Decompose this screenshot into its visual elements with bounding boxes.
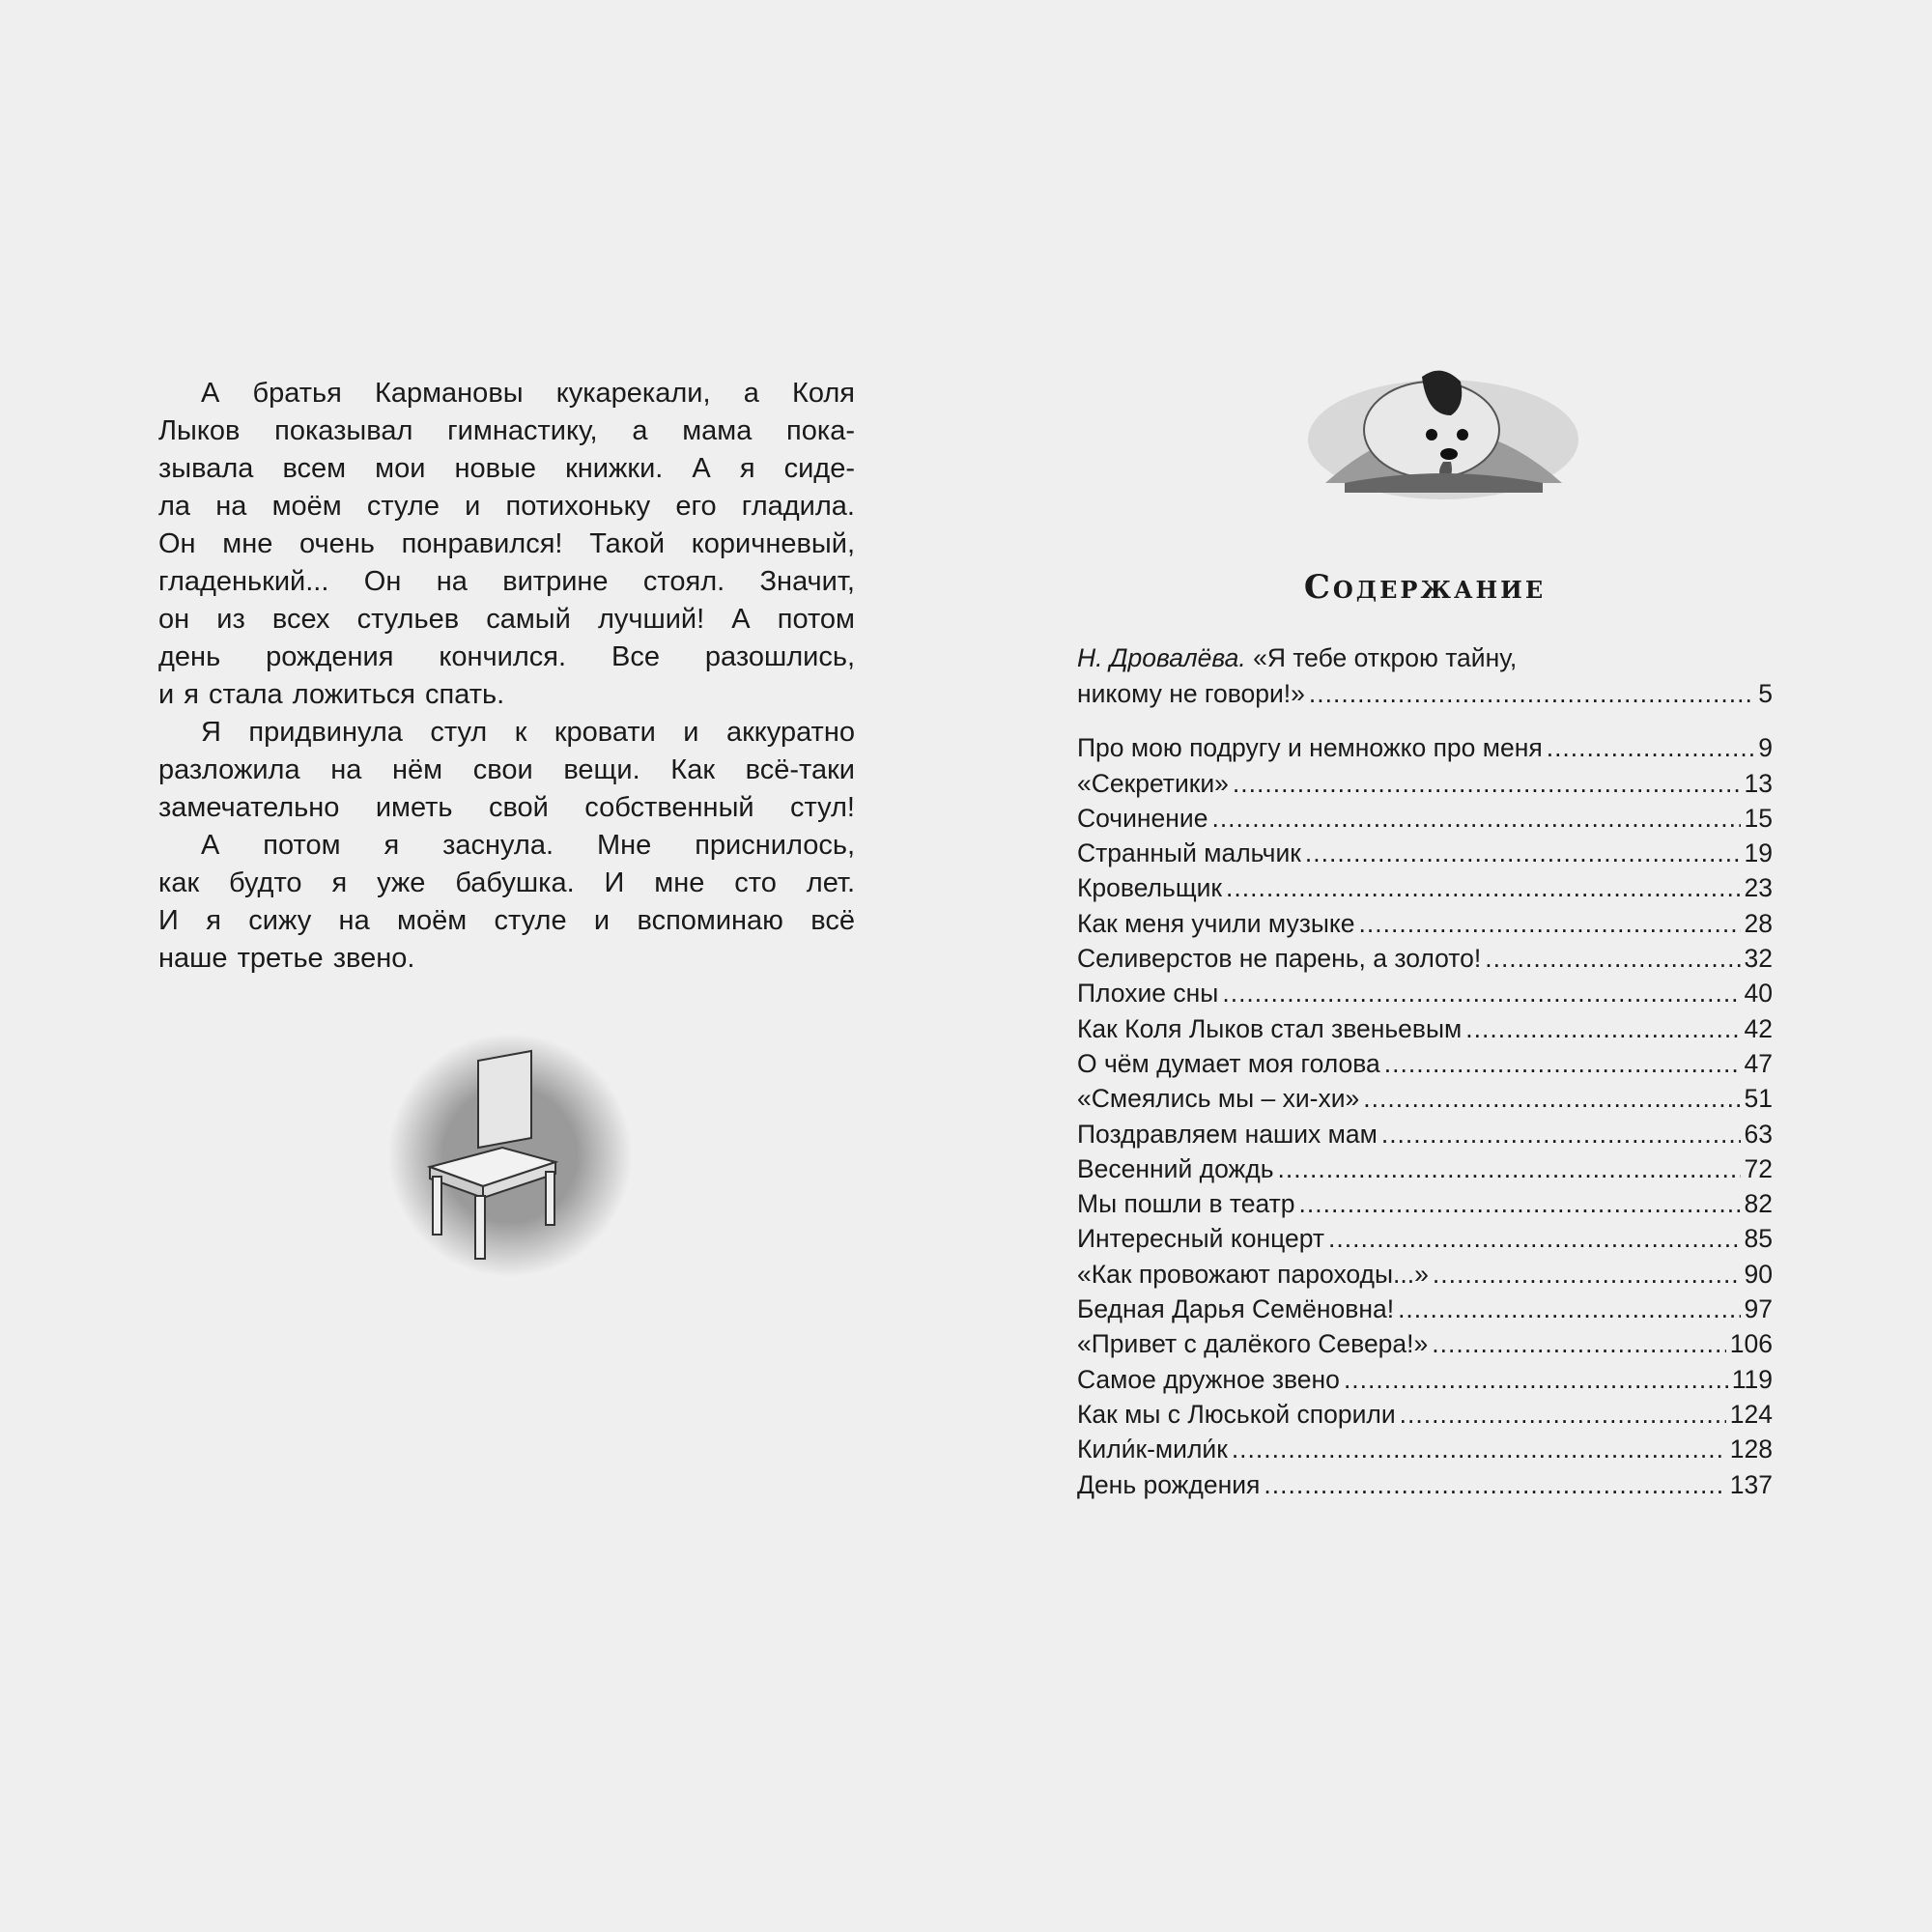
toc-leader-dots [1305,836,1741,870]
toc-entry-page: 106 [1729,1329,1773,1359]
toc-entry-title: Странный мальчик [1077,838,1301,868]
toc-entry-page: 40 [1744,979,1773,1009]
toc-entry[interactable] [1077,1117,1773,1151]
toc-entry[interactable] [1077,1326,1773,1361]
toc-entry-page: 90 [1744,1259,1773,1289]
toc-entry[interactable] [1077,870,1773,905]
toc-entry-page: 13 [1744,768,1773,798]
toc-entry-page: 32 [1744,944,1773,974]
text-line: ла на моём стуле и потихоньку его гладила. [158,491,855,522]
toc-entry[interactable] [1077,1432,1773,1466]
toc-intro-line2[interactable] [1077,676,1773,711]
toc-entry-title: Селиверстов не парень, а золото! [1077,944,1482,974]
story-text [158,375,855,978]
toc-entry-title: О чём думает моя голова [1077,1048,1380,1078]
toc-leader-dots [1432,1326,1726,1361]
toc-entry-page: 124 [1729,1399,1773,1429]
text-line: А братья Кармановы кукарекали, а Коля [201,378,855,409]
toc-entry[interactable] [1077,1292,1773,1326]
toc-entry-page: 85 [1744,1224,1773,1254]
text-line: замечательно иметь свой собственный стул! [158,792,855,823]
toc-entry-page: 28 [1744,908,1773,938]
toc-leader-dots [1485,941,1740,976]
toc-entry-page: 15 [1744,803,1773,833]
toc-leader-dots [1400,1397,1726,1432]
toc-entry[interactable] [1077,1011,1773,1046]
toc-entry-page: 23 [1744,873,1773,903]
toc-entry-title: Как мы с Люськой спорили [1077,1399,1396,1429]
toc-entry-page: 47 [1744,1048,1773,1078]
toc-leader-dots [1547,730,1755,765]
toc-entry[interactable] [1077,1257,1773,1292]
toc-entry[interactable] [1077,1151,1773,1186]
toc-entry[interactable] [1077,941,1773,976]
toc-entry-title: «Привет с далёкого Севера!» [1077,1329,1429,1359]
toc-entry-page: 72 [1744,1153,1773,1183]
text-line: И я сижу на моём стуле и вспоминаю всё [158,905,855,936]
toc-leader-dots [1381,1117,1741,1151]
text-line: гладенький... Он на витрине стоял. Значит, [158,566,855,597]
toc-leader-dots [1233,766,1741,801]
text-line: зывала всем мои новые книжки. А я сиде- [158,453,855,484]
toc-leader-dots [1363,1081,1740,1116]
dog-illustration [1306,348,1581,507]
toc-entry[interactable] [1077,730,1773,765]
toc-entry-title: Мы пошли в театр [1077,1189,1295,1219]
text-line: разложила на нём свои вещи. Как всё-таки [158,754,855,785]
toc-leader-dots [1344,1362,1728,1397]
toc-entry-page: 63 [1744,1119,1773,1149]
text-line: Я придвинула стул к кровати и аккуратно [201,717,855,748]
toc-entry[interactable] [1077,766,1773,801]
toc-entry[interactable] [1077,976,1773,1010]
toc-leader-dots [1465,1011,1740,1046]
toc-entry-title: «Секретики» [1077,768,1229,798]
toc-entry-page: 97 [1744,1294,1773,1324]
toc-entry-page: 51 [1744,1084,1773,1114]
toc-leader-dots [1211,801,1740,836]
text-line: он из всех стульев самый лучший! А потом [158,604,855,635]
text-line: день рождения кончился. Все разошлись, [158,641,855,672]
toc-entry[interactable] [1077,836,1773,870]
toc-leader-dots [1264,1467,1725,1502]
toc-entry-title: Плохие сны [1077,979,1219,1009]
toc-entry[interactable] [1077,1397,1773,1432]
toc-entry-title: Про мою подругу и немножко про меня [1077,733,1543,763]
toc-title: Содержание [1303,568,1547,607]
toc-entry-title: Бедная Дарья Семёновна! [1077,1294,1395,1324]
toc-entry-page: 137 [1729,1469,1773,1499]
toc-leader-dots [1309,676,1754,711]
toc-entry[interactable] [1077,1221,1773,1256]
toc-leader-dots [1299,1186,1741,1221]
toc-entry-title: Интересный концерт [1077,1224,1325,1254]
toc-entry-page: 42 [1744,1013,1773,1043]
toc-leader-dots [1384,1046,1741,1081]
toc-entry[interactable] [1077,1046,1773,1081]
toc-leader-dots [1433,1257,1741,1292]
text-line: и я стала ложиться спать. [158,679,505,710]
toc-entry-title: Весенний дождь [1077,1153,1274,1183]
toc-entry-page: 9 [1758,733,1773,763]
toc-entry[interactable] [1077,1186,1773,1221]
toc-entry[interactable] [1077,1362,1773,1397]
toc-leader-dots [1232,1432,1726,1466]
toc-entry-title: День рождения [1077,1469,1261,1499]
toc-entry-title: «Как провожают пароходы...» [1077,1259,1429,1289]
toc-leader-dots [1222,976,1740,1010]
toc-intro-line1[interactable] [1077,639,1773,676]
toc-entry-page: 119 [1731,1364,1773,1394]
toc-intro-author: Н. Дровалёва. [1077,643,1246,672]
toc-entry-title: «Смеялись мы – хи-хи» [1077,1084,1360,1114]
toc-leader-dots [1359,906,1741,941]
toc-leader-dots [1226,870,1740,905]
toc-entry-title: никому не говори!» [1077,679,1305,708]
text-line: Он мне очень понравился! Такой коричневый, [158,528,855,559]
toc-entry[interactable] [1077,1467,1773,1502]
toc-leader-dots [1278,1151,1741,1186]
toc-entry-page: 5 [1758,679,1773,708]
text-line: наше третье звено. [158,943,415,974]
toc-entry-page: 19 [1744,838,1773,868]
toc-entry-page: 82 [1744,1189,1773,1219]
toc-entry[interactable] [1077,1081,1773,1116]
text-line: как будто я уже бабушка. И мне сто лет. [158,867,855,898]
toc-entry-title: Поздравляем наших мам [1077,1119,1378,1149]
toc-entry[interactable] [1077,906,1773,941]
toc-entry-title: Как меня учили музыке [1077,908,1355,938]
toc-intro-title: «Я тебе открою тайну, [1253,643,1518,672]
text-line: Лыков показывал гимнастику, а мама пока- [158,415,855,446]
toc-entry-title: Кровельщик [1077,873,1223,903]
text-line: А потом я заснула. Мне приснилось, [201,830,855,861]
toc-entry-title: Как Коля Лыков стал звеньевым [1077,1013,1463,1043]
toc-entry-title: Кили́к-мили́к [1077,1435,1228,1464]
toc-entry-title: Самое дружное звено [1077,1364,1340,1394]
table-of-contents [1077,639,1773,1502]
toc-leader-dots [1328,1221,1741,1256]
toc-entry-title: Сочинение [1077,803,1208,833]
chair-illustration [386,1032,634,1279]
toc-entry[interactable] [1077,801,1773,836]
toc-leader-dots [1398,1292,1740,1326]
toc-entry-page: 128 [1729,1435,1773,1464]
